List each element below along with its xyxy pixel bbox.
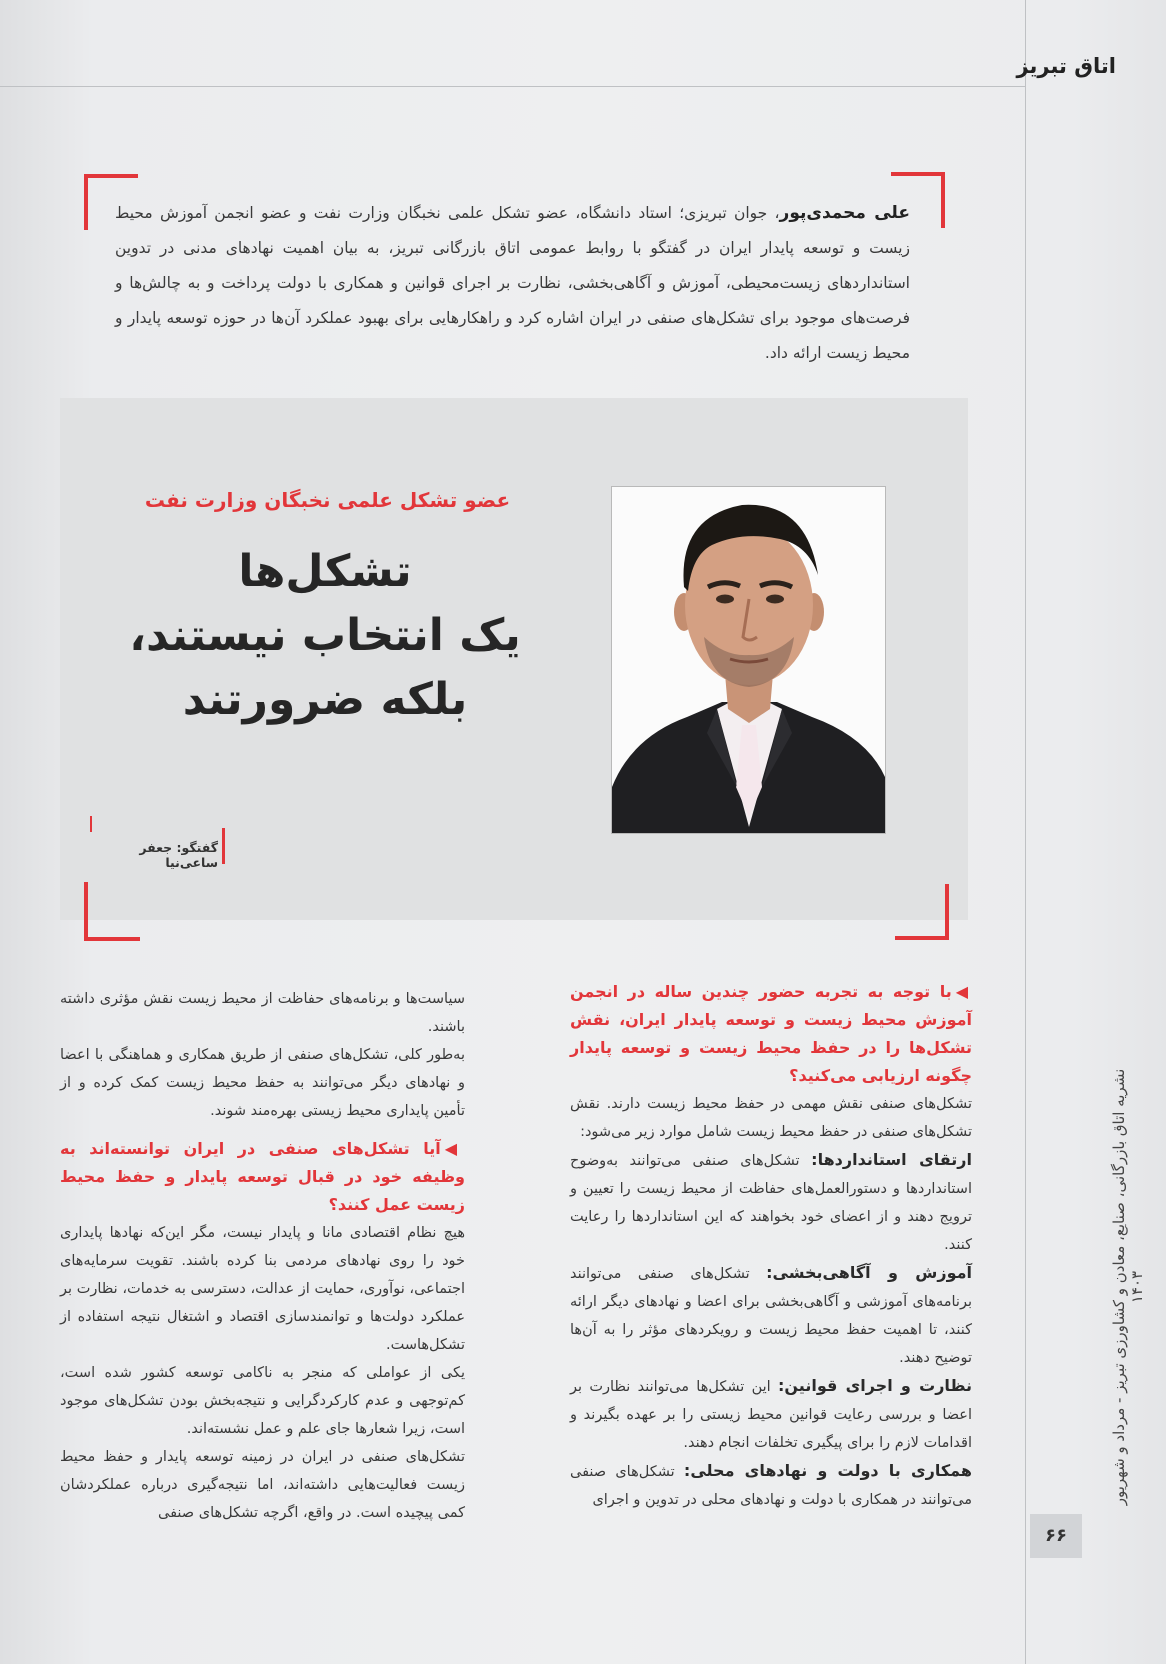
byline-accent-bar — [222, 828, 225, 864]
point-education-title: آموزش و آگاهی‌بخشی: — [766, 1263, 972, 1282]
left-column — [60, 985, 465, 1527]
byline-tick — [90, 816, 92, 832]
portrait-illustration — [612, 487, 885, 833]
paragraph-4: یکی از عواملی که منجر به ناکامی توسعه کشور شده است، کم‌توجهی و عدم کارکردگرایی و نتیجه‌بخش بودن تشکل‌های موجود است، زیرا شعارها جای علم و عمل نشسته‌اند. — [60, 1365, 465, 1437]
point-oversight-text: این تشکل‌ها می‌توانند نظارت بر اعضا و بررسی رعایت قوانین محیط زیستی را بر عهده بگیرند و اقدامات لازم را برای پیگیری تخلفات انجام دهند. — [570, 1379, 972, 1451]
point-cooperation — [570, 1457, 972, 1514]
point-cooperation-title: همکاری با دولت و نهادهای محلی: — [683, 1461, 972, 1480]
point-oversight-title: نظارت و اجرای قوانین: — [778, 1376, 973, 1395]
article-headline — [100, 540, 550, 732]
question-1 — [570, 978, 972, 1090]
article-kicker: عضو تشکل علمی نخبگان وزارت نفت — [144, 488, 511, 512]
portrait-photo — [611, 486, 886, 834]
point-education — [570, 1259, 972, 1372]
side-rule — [1025, 0, 1026, 1664]
paragraph-1: سیاست‌ها و برنامه‌های حفاظت از محیط زیست نقش مؤثری داشته باشند. — [60, 991, 465, 1035]
right-column — [570, 978, 972, 1514]
point-standards — [570, 1146, 972, 1259]
headline-line-3: بلکه ضرورتند — [182, 674, 468, 725]
intro-text: ، جوان تبریزی؛ استاد دانشگاه، عضو تشکل علمی نخبگان وزارت نفت و عضو انجمن آموزش محیط زیست و توسعه پایدار ایران در گفتگو با روابط عمومی اتاق بازرگانی تبریز، به بیان اهمیت نهادهای مدنی در تدوین استانداردهای زیست‌محیطی، آموزش و آگاهی‌بخشی، نظارت بر اجرای قوانین و همکاری با دولت پرداخت و به چالش‌ها و فرصت‌های موجود برای تشکل‌های صنفی در ایران اشاره کرد و راهکارهایی برای بهبود عملکرد آن‌ها در حوزه توسعه پایدار و محیط زیست ارائه داد. — [115, 204, 910, 362]
headline-line-2: یک انتخاب نیستند، — [129, 610, 521, 661]
question-2 — [60, 1135, 465, 1219]
question-1-text: با توجه به تجربه حضور چندین ساله در انجمن آموزش محیط زیست و توسعه پایدار ایران، نقش تشکل‌ها را در حفظ محیط زیست و توسعه پایدار چگونه ارزیابی می‌کنید؟ — [570, 982, 972, 1085]
question-2-text: آیا تشکل‌های صنفی در ایران توانسته‌اند به وظیفه خود در قبال توسعه پایدار و حفظ محیط زیست عمل کنند؟ — [60, 1139, 465, 1214]
publication-side-text: نشریه اتاق بازرگانی، صنایع، معادن و کشاورزی تبریز - مرداد و شهریور ۱۴۰۳ — [1110, 1068, 1146, 1506]
paragraph-2: به‌طور کلی، تشکل‌های صنفی از طریق همکاری و هماهنگی با اعضا و نهادهای دیگر می‌توانند به حفظ محیط زیست کمک کرده و از تأمین پایداری محیط زیستی بهره‌مند شوند. — [60, 1047, 465, 1119]
question-arrow-icon: ◀ — [444, 1139, 465, 1158]
intro-name: علی محمدی‌پور — [779, 203, 910, 223]
bracket-bottom-left — [84, 882, 140, 941]
page-number: ۶۶ — [1030, 1514, 1082, 1558]
intro-paragraph — [115, 196, 910, 371]
paragraph-3: هیچ نظام اقتصادی مانا و پایدار نیست، مگر این‌که نهادها پایداری خود را روی نهادهای مردمی بنا کرده باشند. تقویت سرمایه‌های اجتماعی، نوآوری، حمایت از عدالت، دسترسی به خدمات، نظارت بر عملکرد دولت‌ها و توانمندسازی اقتصاد و اشتغال نتیجه استفاده از تشکل‌هاست. — [60, 1225, 465, 1353]
point-standards-title: ارتقای استانداردها: — [811, 1150, 973, 1169]
headline-line-1: تشکل‌ها — [238, 546, 412, 597]
point-oversight — [570, 1372, 972, 1457]
bracket-bottom-right — [895, 884, 949, 940]
point-education-text: تشکل‌های صنفی می‌توانند برنامه‌های آموزشی و آگاهی‌بخشی برای اعضا و نهادهای دیگر ارائه کنند، تا اهمیت حفظ محیط زیست و رویکردهای مؤثر را به آن‌ها توضیح دهند. — [570, 1266, 972, 1366]
question-arrow-icon: ◀ — [955, 982, 972, 1001]
point-standards-text: تشکل‌های صنفی می‌توانند به‌وضوح استانداردها و دستورالعمل‌های حفاظت از محیط زیست را تعیین و ترویج دهند و از اعضای خود بخواهند که این استانداردها را رعایت کنند. — [570, 1153, 972, 1253]
answer-1: تشکل‌های صنفی نقش مهمی در حفظ محیط زیست دارند. نقش تشکل‌های صنفی در حفظ محیط زیست شامل موارد زیر می‌شود: — [570, 1096, 972, 1140]
header-rule — [0, 86, 1025, 87]
paragraph-5: تشکل‌های صنفی در ایران در زمینه توسعه پایدار و حفظ محیط زیست فعالیت‌هایی داشته‌اند، اما نتیجه‌گیری درباره عملکردشان کمی پیچیده است. در واقع، اگرچه تشکل‌های صنفی — [60, 1449, 465, 1521]
point-cooperation-text: تشکل‌های صنفی می‌توانند در همکاری با دولت و نهادهای محلی در تدوین و اجرای — [570, 1464, 972, 1508]
byline: گفتگو: جعفر ساعی‌نیا — [139, 840, 218, 870]
section-title: اتاق تبریز — [1016, 54, 1116, 78]
